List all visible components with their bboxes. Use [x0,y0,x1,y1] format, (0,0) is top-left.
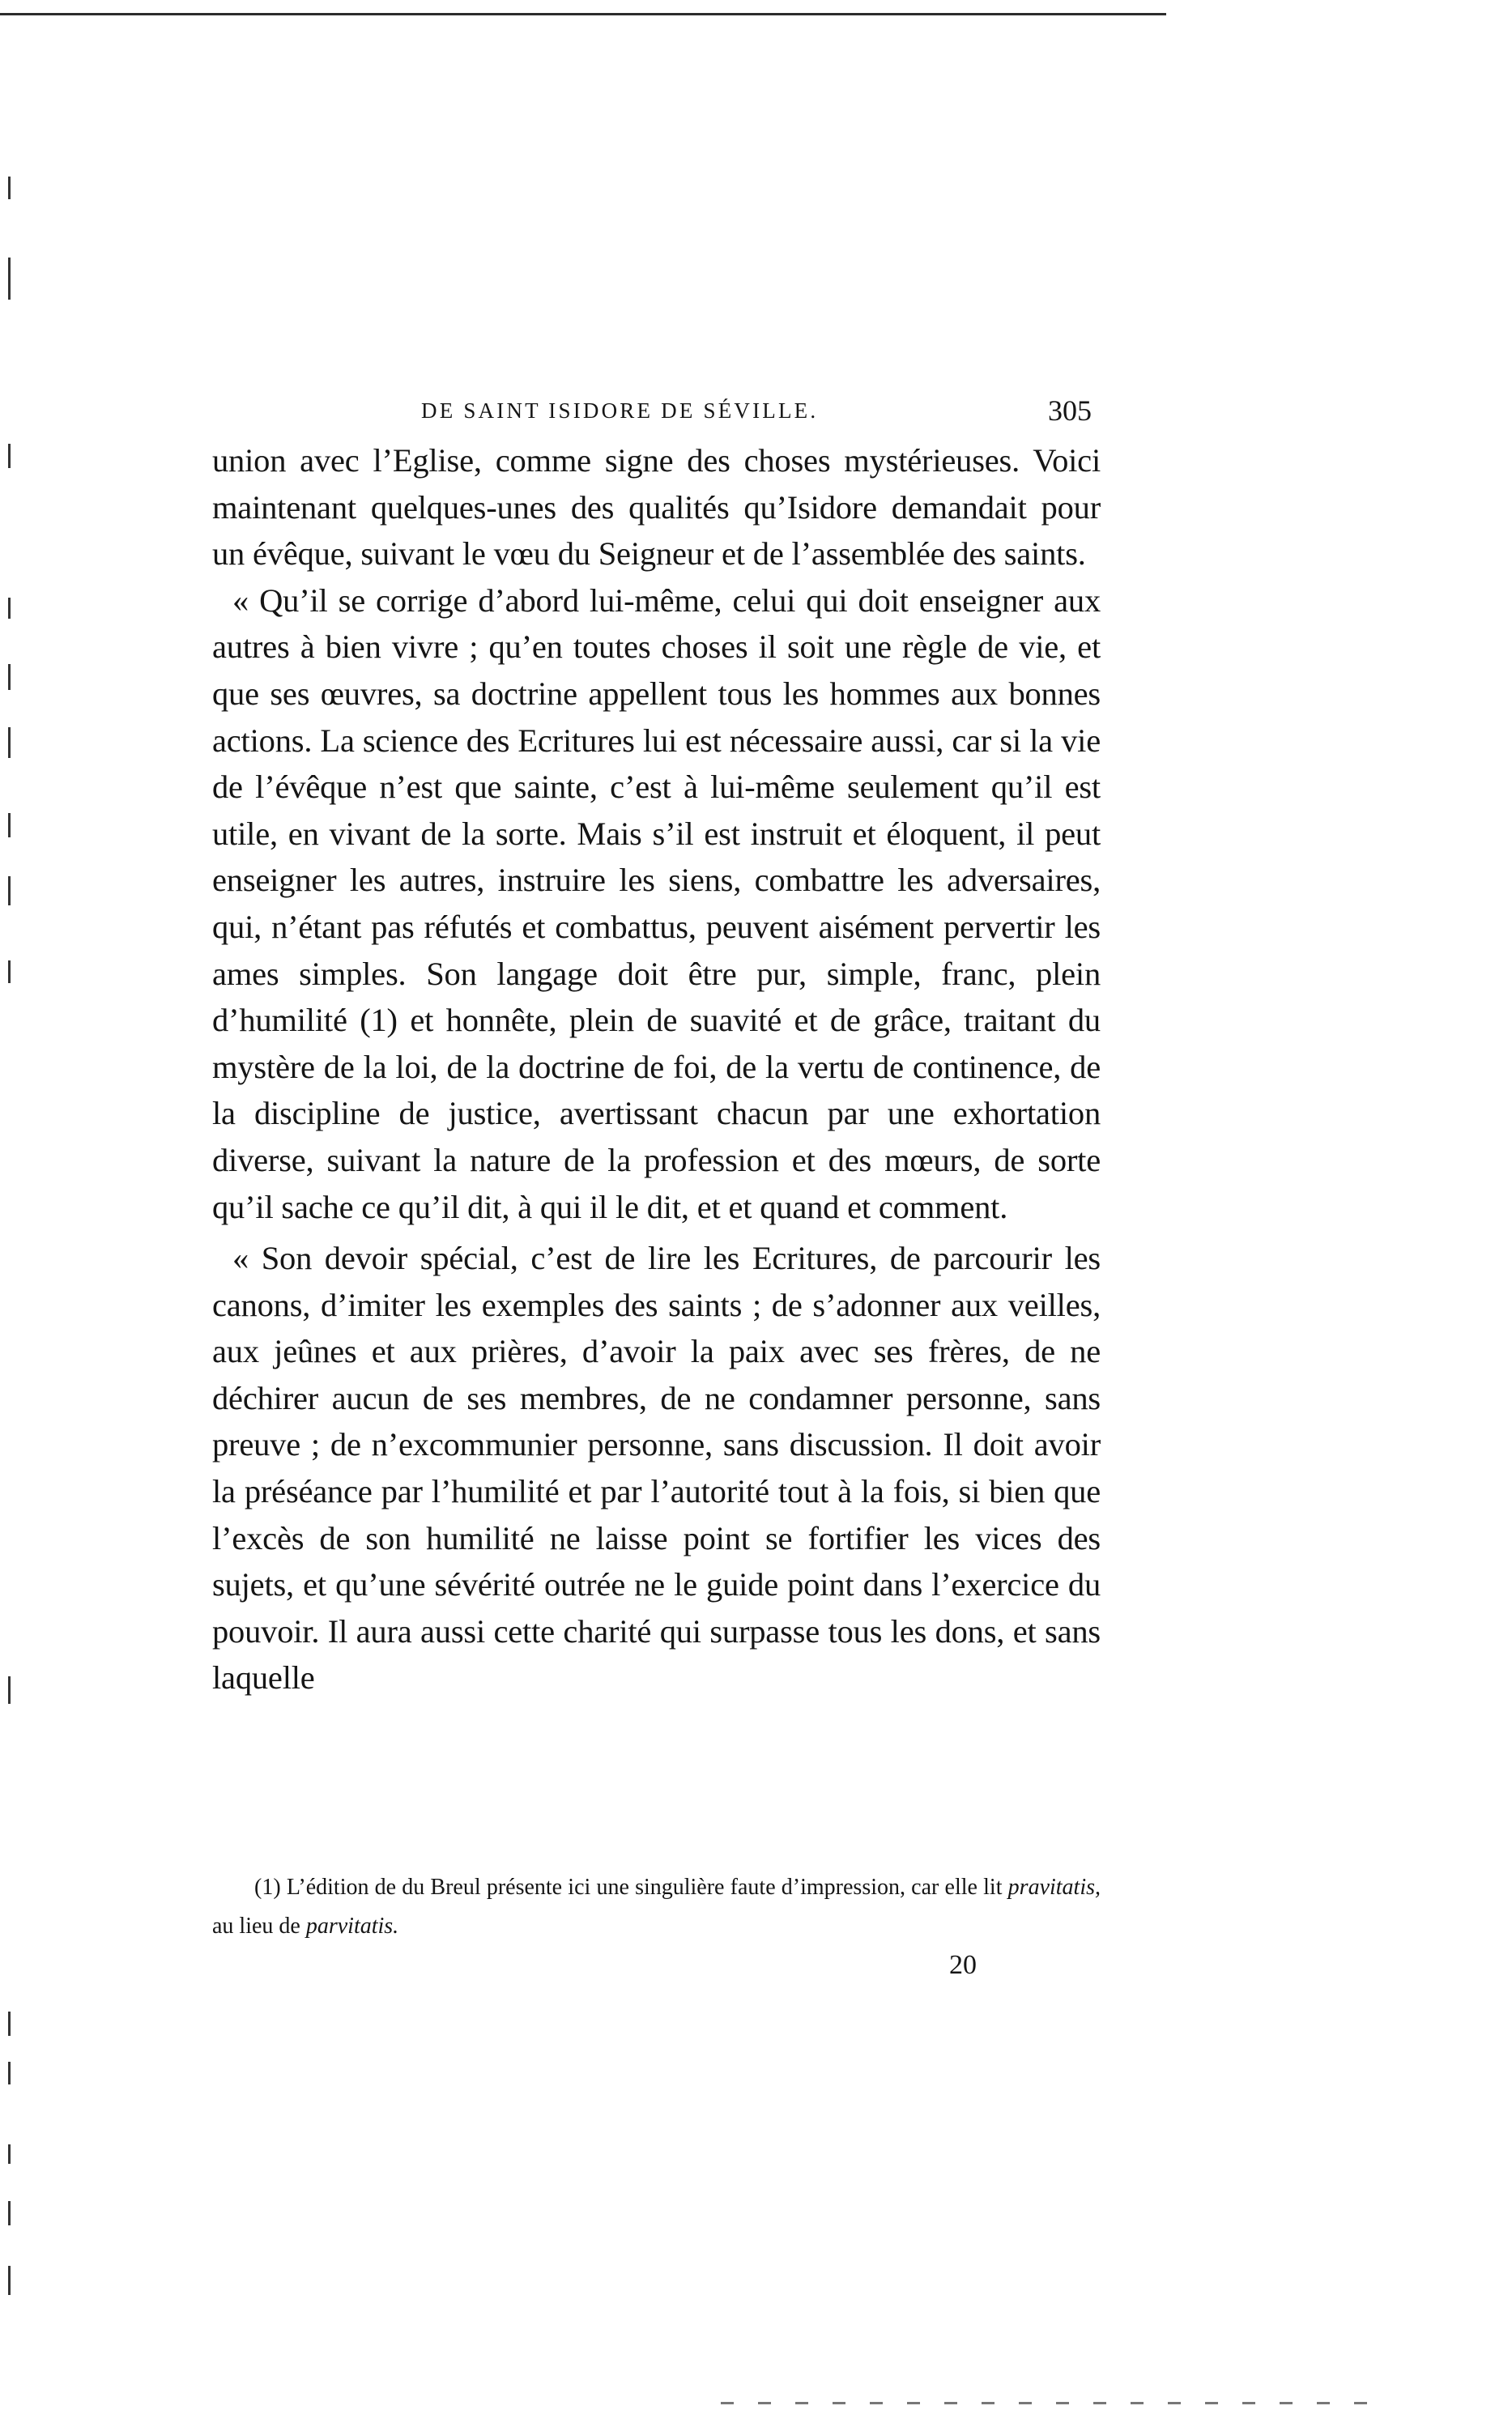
footnote-text: L’édition de du Breul présente ici une singulière faute d’impression, car elle lit [286,1875,1003,1900]
footnote-marker: (1) [254,1875,281,1900]
top-rule [0,13,1166,15]
left-edge-mark [8,598,11,619]
left-edge-mark [8,444,11,468]
footnote-text: au lieu de [212,1914,300,1939]
running-header [421,394,1142,431]
left-edge-mark [8,813,11,837]
paragraph: « Son devoir spécial, c’est de lire les Ecritures, de parcourir les canons, d’imiter les exemples des saints ; de s’adonner aux veilles, aux jeûnes et aux prières, d’avoir la paix avec ses frères, de ne déchirer aucun de ses membres, de ne condamner personne, sans preuve ; de n’excommunier personne, sans discussion. Il doit avoir la préséance par l’humilité et par l’autorité tout à la fois, si bien que l’excès de son humilité ne laisse point se fortifier les vices des sujets, et qu’une sévérité outrée ne le guide point dans l’exercice du pouvoir. Il aura aussi cette charité qui surpasse tous les dons, et sans laquelle [212,1240,1101,1697]
left-edge-mark [8,2201,11,2225]
signature-mark: 20 [949,1950,977,1980]
bottom-dash-rule [721,2402,1369,2404]
page-number: 305 [1048,394,1092,427]
running-title: DE SAINT ISIDORE DE SÉVILLE. [421,398,819,423]
left-edge-mark [8,1676,11,1704]
left-edge-mark [8,2062,11,2084]
left-edge-mark [8,727,11,758]
left-edge-mark [8,258,11,300]
footnote-wrong-word: pravitatis, [1007,1875,1101,1900]
paragraph: « Qu’il se corrige d’abord lui-même, celui qui doit enseigner aux autres à bien vivre ; qu’en toutes choses il soit une règle de vie, et que ses œuvres, sa doctrine appellent tous les hommes aux bonnes actions. La science des Ecritures lui est nécessaire aussi, car si la vie de l’évêque n’est que sainte, c’est à lui-même seulement qu’il est utile, en vivant de la sorte. Mais s’il est instruit et éloquent, il peut enseigner les autres, instruire les siens, combattre les adversaires, qui, n’étant pas réfutés et combattus, peuvent aisément pervertir les ames simples. Son langage doit être pur, simple, franc, plein d’humilité (1) et honnête, plein de suavité et de grâce, traitant du mystère de la loi, de la doctrine de foi, de la vertu de continence, de la discipline de justice, avertissant chacun par une exhortation diverse, suivant la nature de la profession et des mœurs, de sorte qu’il sache ce qu’il dit, à qui il le dit, et et quand et comment. [212,581,1101,1225]
left-edge-mark [8,2012,11,2036]
body-text [212,437,1101,1701]
left-edge-mark [8,177,11,199]
left-edge-mark [8,876,11,905]
footnote [212,1868,1101,1946]
left-edge-mark [8,2266,11,2295]
left-edge-mark [8,2144,11,2164]
footnote-correct-word: parvitatis. [305,1914,399,1939]
paragraph: union avec l’Eglise, comme signe des choses mystérieuses. Voici maintenant quelques-unes des qualités qu’Isidore demandait pour un évêque, suivant le vœu du Seigneur et de l’assemblée des saints. [212,442,1101,573]
left-edge-mark [8,664,11,690]
left-edge-mark [8,960,11,983]
